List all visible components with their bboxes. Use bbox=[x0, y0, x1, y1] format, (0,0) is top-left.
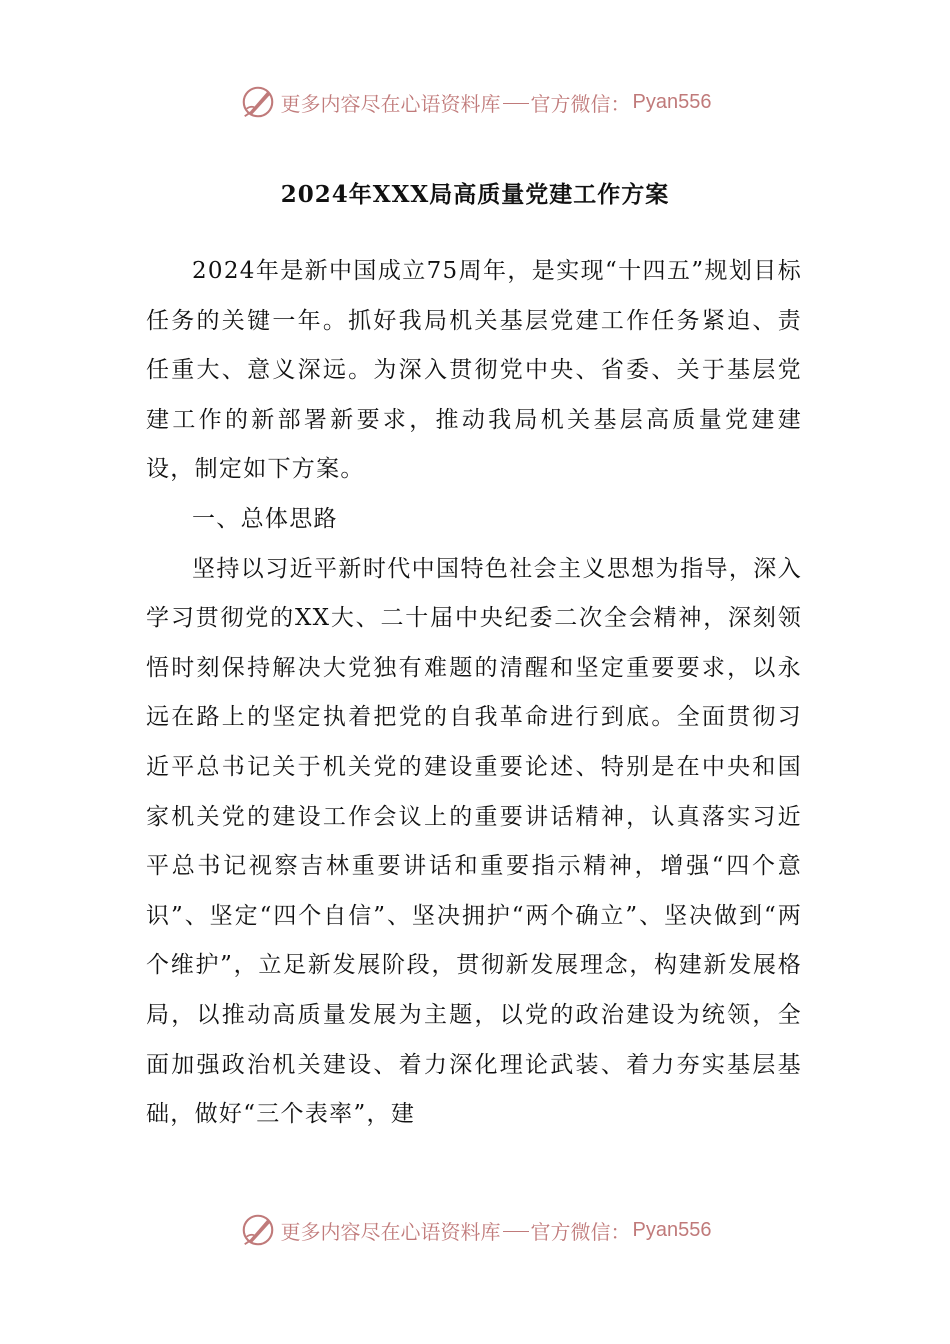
watermark-text: 更多内容尽在心语资料库 bbox=[280, 1219, 501, 1244]
paragraph-intro: 2024年是新中国成立75周年，是实现“十四五”规划目标任务的关键一年。抓好我局机关基层党建工作任务紧迫、责任重大、意义深远。为深入贯彻党中央、省委、关于基层党建工作的新部署新要求，推动我局机关基层高质量党建建设，制定如下方案。 bbox=[146, 258, 802, 483]
watermark-wechat-id: Pyan556 bbox=[632, 1218, 712, 1241]
watermark-dash bbox=[501, 1218, 531, 1242]
watermark-banner-bottom bbox=[0, 1208, 950, 1252]
document-body bbox=[146, 247, 802, 1140]
paragraph-guiding-thought: 坚持以习近平新时代中国特色社会主义思想为指导，深入学习贯彻党的XX大、二十届中央纪委二次全会精神，深刻领悟时刻保持解决大党独有难题的清醒和坚定重要要求，以永远在路上的坚定执着把党的自我革命进行到底。全面贯彻习近平总书记关于机关党的建设重要论述、特别是在中央和国家机关党的建设工作会议上的重要讲话精神，认真落实习近平总书记视察吉林重要讲话和重要指示精神，增强“四个意识”、坚定“四个自信”、坚决拥护“两个确立”、坚决做到“两个维护”，立足新发展阶段，贯彻新发展理念，构建新发展格局，以推动高质量发展为主题，以党的政治建设为统领，全面加强政治机关建设、着力深化理论武装、着力夯实基层基础，做好“三个表率”，建 bbox=[146, 555, 802, 1128]
watermark-wechat-label: 官方微信： bbox=[530, 1219, 631, 1244]
watermark-wechat-id: Pyan556 bbox=[632, 90, 712, 113]
watermark-banner-top bbox=[0, 80, 950, 124]
pen-logo-icon bbox=[239, 1211, 277, 1249]
section-heading-overall-approach: 一、总体思路 bbox=[192, 505, 338, 532]
watermark-dash bbox=[501, 90, 531, 114]
watermark-wechat-label: 官方微信： bbox=[530, 91, 631, 116]
pen-logo-icon bbox=[239, 83, 277, 121]
watermark-text: 更多内容尽在心语资料库 bbox=[280, 91, 501, 116]
document-title: 2024年XXX局高质量党建工作方案 bbox=[280, 181, 670, 208]
